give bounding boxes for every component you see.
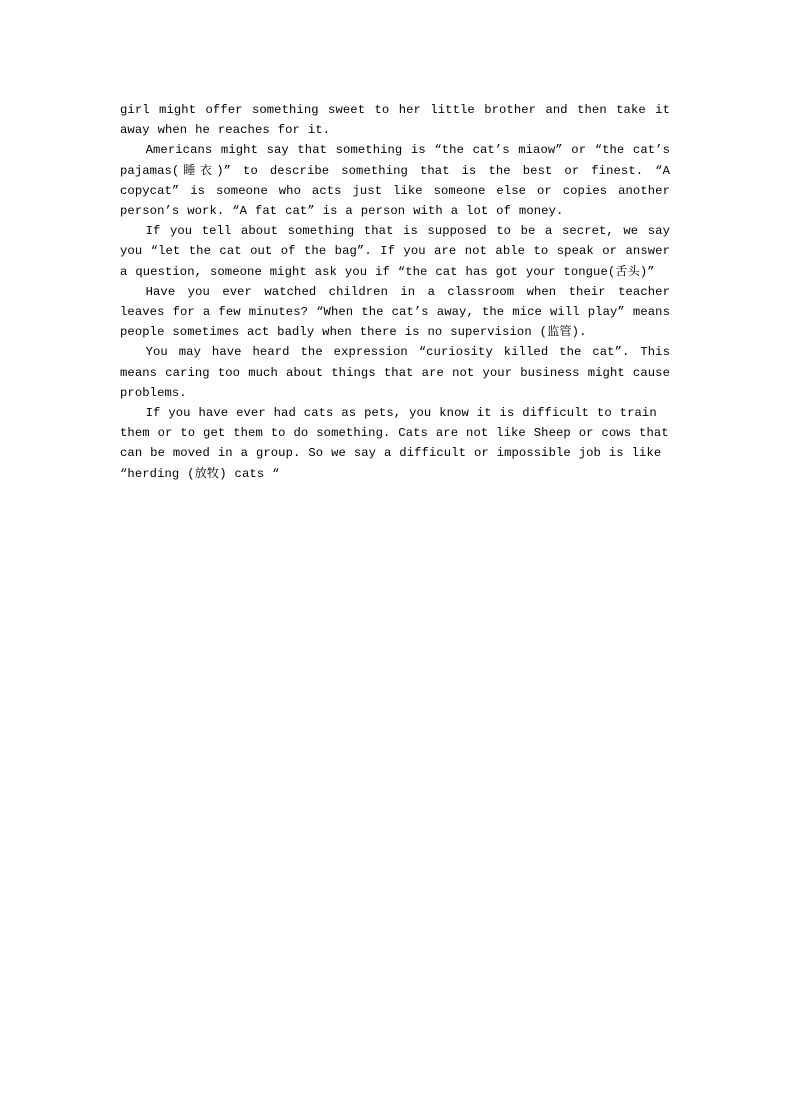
paragraph-3: If you tell about something that is supposed to be a secret, we say you “let the cat out of the bag”. If you are not able to speak or answer a question, someone might ask you if “the cat has got your tongue(舌头)” xyxy=(120,224,670,279)
paragraph-6: If you have ever had cats as pets, you know it is difficult to train them or to get them to do something. Cats are not like Sheep or cows that can be moved in a group. So we say a difficult or impossible job is like “herding (放牧) cats “ xyxy=(120,406,669,481)
paragraph-2: Americans might say that something is “the cat’s miaow” or “the cat’s pajamas(睡衣)” to describe something that is the best or finest. “A copycat” is someone who acts just like someone else or copies another person’s work. “A fat cat” is a person with a lot of money. xyxy=(120,143,670,219)
paragraph-5: You may have heard the expression “curiosity killed the cat”. This means caring too much about things that are not your business might cause problems. xyxy=(120,345,670,400)
document-body xyxy=(120,100,670,484)
paragraph-4: Have you ever watched children in a classroom when their teacher leaves for a few minutes? “When the cat’s away, the mice will play” means people sometimes act badly when there is no supervision (监管). xyxy=(120,284,670,340)
paragraph-1: girl might offer something sweet to her little brother and then take it away when he reaches for it. xyxy=(120,103,670,138)
